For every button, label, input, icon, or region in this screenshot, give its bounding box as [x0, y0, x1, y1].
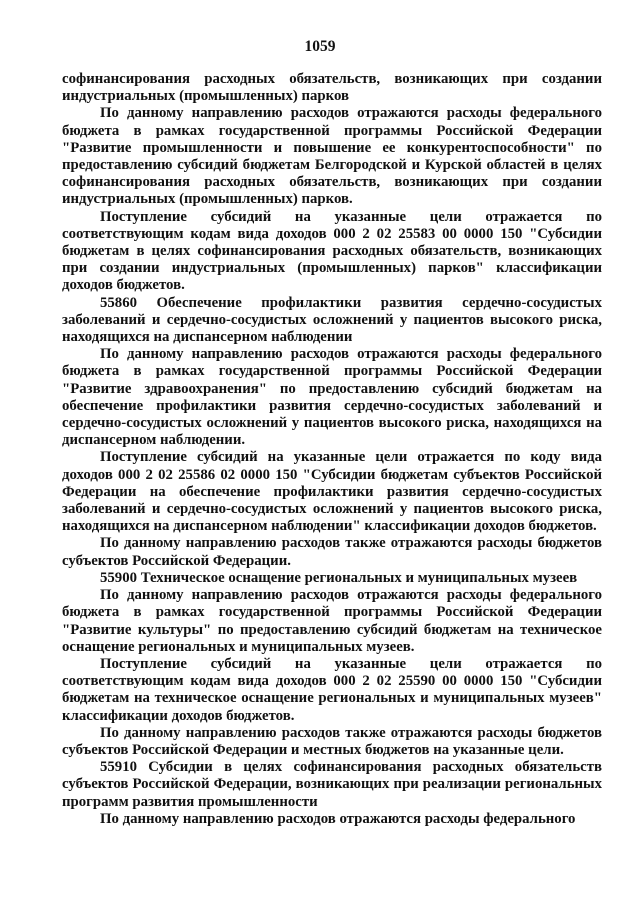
paragraph: Поступление субсидий на указанные цели отражается по соответствующим кодам вида доходов 000 2 02 25583 00 0000 150 "Субсидии бюджетам в целях софинансирования расходных обязательств, возникающих при создании индустриальных (промышленных) парков" классификации доходов бюджетов.	[62, 208, 602, 294]
paragraph: По данному направлению расходов также отражаются расходы бюджетов субъектов Российской Федерации.	[62, 535, 602, 569]
section-heading-55860: 55860 Обеспечение профилактики развития сердечно-сосудистых заболеваний и сердечно-сосудистых осложнений у пациентов высокого риска, находящихся на диспансерном наблюдении	[62, 294, 602, 346]
paragraph: По данному направлению расходов также отражаются расходы бюджетов субъектов Российской Федерации и местных бюджетов на указанные цели.	[62, 724, 602, 758]
section-heading-55900: 55900 Техническое оснащение региональных и муниципальных музеев	[100, 569, 578, 586]
paragraph: По данному направлению расходов отражаются расходы федерального	[100, 810, 576, 827]
paragraph: По данному направлению расходов отражаются расходы федерального бюджета в рамках государственной программы Российской Федерации "Развитие здравоохранения" по предоставлению субсидий бюджетам на обеспечение профилактики развития сердечно-сосудистых заболеваний и сердечно-сосудистых осложнений у пациентов высокого риска, находящихся на диспансерном наблюдении.	[62, 346, 602, 449]
paragraph: По данному направлению расходов отражаются расходы федерального бюджета в рамках государственной программы Российской Федерации "Развитие культуры" по предоставлению субсидий бюджетам на техническое оснащение региональных и муниципальных музеев.	[62, 587, 602, 655]
page-number: 1059	[304, 38, 336, 55]
paragraph-continuation: софинансирования расходных обязательств, возникающих при создании индустриальных (промышленных) парков	[62, 71, 602, 105]
paragraph: По данному направлению расходов отражаются расходы федерального бюджета в рамках государственной программы Российской Федерации "Развитие промышленности и повышение ее конкурентоспособности" по предоставлению субсидий бюджетам Белгородской и Курской областей в целях софинансирования расходных обязательств, возникающих при создании индустриальных (промышленных) парков.	[62, 105, 602, 208]
section-heading-55910: 55910 Субсидии в целях софинансирования расходных обязательств субъектов Российской Федерации, возникающих при реализации региональных программ развития промышленности	[62, 759, 602, 810]
paragraph: Поступление субсидий на указанные цели отражается по соответствующим кодам вида доходов 000 2 02 25590 00 0000 150 "Субсидии бюджетам на техническое оснащение региональных и муниципальных музеев" классификации доходов бюджетов.	[62, 655, 602, 724]
document-body	[62, 71, 602, 828]
paragraph: Поступление субсидий на указанные цели отражается по коду вида доходов 000 2 02 25586 02 0000 150 "Субсидии бюджетам субъектов Российской Федерации на обеспечение профилактики развития сердечно-сосудистых заболеваний и сердечно-сосудистых осложнений у пациентов высокого риска, находящихся на диспансерном наблюдении" классификации доходов бюджетов.	[62, 449, 602, 535]
